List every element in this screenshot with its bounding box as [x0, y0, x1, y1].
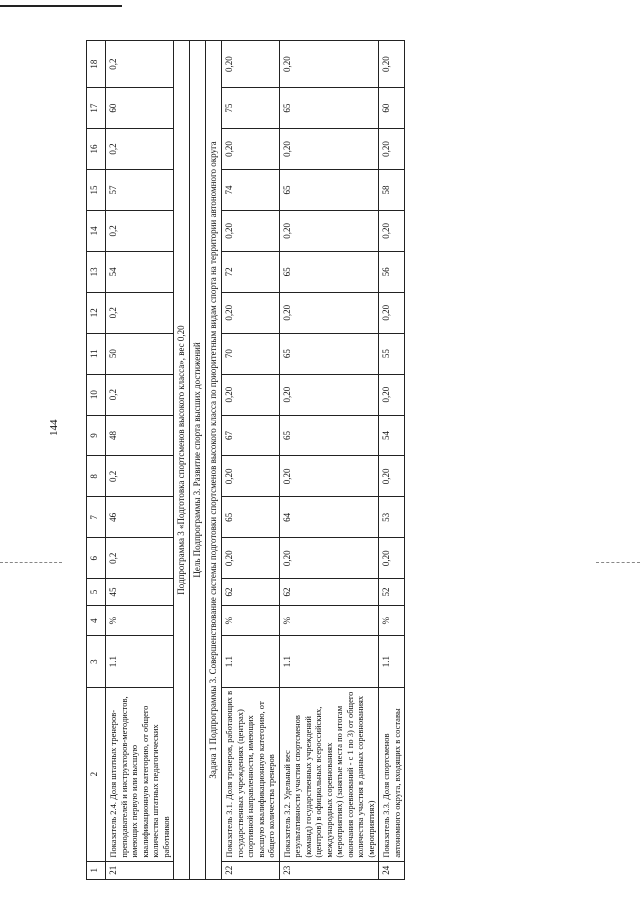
- value-cell: 65: [279, 170, 379, 211]
- value-cell: 54: [379, 415, 405, 456]
- column-header: 14: [87, 210, 106, 251]
- value-cell: 0,20: [279, 292, 379, 333]
- column-header: 2: [87, 687, 106, 861]
- column-header: 12: [87, 292, 106, 333]
- section-row: [206, 41, 222, 880]
- value-cell: 65: [279, 251, 379, 292]
- column-header: 5: [87, 579, 106, 606]
- section-row: [174, 41, 190, 880]
- value-cell: 0,20: [222, 292, 280, 333]
- row-number-cell: 24: [379, 861, 405, 879]
- weight-cell: 1.1: [222, 636, 280, 687]
- row-number-cell: 21: [106, 861, 174, 879]
- value-cell: 74: [222, 170, 280, 211]
- column-header: 15: [87, 170, 106, 211]
- unit-cell: %: [379, 605, 405, 636]
- column-header: 8: [87, 456, 106, 497]
- column-header: 1: [87, 861, 106, 879]
- top-rule: [0, 5, 122, 7]
- weight-cell: 1.1: [279, 636, 379, 687]
- value-cell: 0,20: [379, 210, 405, 251]
- value-cell: 0,20: [279, 41, 379, 88]
- value-cell: 0,2: [106, 456, 174, 497]
- column-header: 13: [87, 251, 106, 292]
- goal-header: Цель Подпрограммы 3. Развитие спорта высших достижений: [190, 41, 206, 880]
- value-cell: 0,20: [279, 538, 379, 579]
- weight-cell: 1.1: [106, 636, 174, 687]
- table-row: [279, 41, 379, 880]
- value-cell: 0,20: [279, 456, 379, 497]
- value-cell: 57: [106, 170, 174, 211]
- unit-cell: %: [106, 605, 174, 636]
- value-cell: 53: [379, 497, 405, 538]
- value-cell: 52: [379, 579, 405, 606]
- column-header: 9: [87, 415, 106, 456]
- unit-cell: %: [279, 605, 379, 636]
- column-number-row: [87, 41, 106, 880]
- value-cell: 0,2: [106, 129, 174, 170]
- row-number-cell: 23: [279, 861, 379, 879]
- value-cell: 0,2: [106, 374, 174, 415]
- value-cell: 65: [279, 415, 379, 456]
- indicator-label-cell: Показатель 3.2. Удельный вес результативности участия спортсменов (команд) государственных учреждений (центров) в официальных всероссийских, международных соревнованиях (мероприятиях) (занятые места по итогам окончания соревнований - с 1 по 3) от общего количества участия в данных соревнованиях (мероприятиях): [279, 687, 379, 861]
- value-cell: 0,20: [222, 41, 280, 88]
- value-cell: 55: [379, 333, 405, 374]
- row-number-cell: 22: [222, 861, 280, 879]
- value-cell: 0,20: [222, 129, 280, 170]
- value-cell: 62: [279, 579, 379, 606]
- value-cell: 64: [279, 497, 379, 538]
- value-cell: 60: [379, 88, 405, 129]
- column-header: 16: [87, 129, 106, 170]
- column-header: 18: [87, 41, 106, 88]
- value-cell: 0,20: [279, 374, 379, 415]
- section-row: [190, 41, 206, 880]
- table-row: [379, 41, 405, 880]
- value-cell: 56: [379, 251, 405, 292]
- value-cell: 0,20: [379, 292, 405, 333]
- value-cell: 0,2: [106, 41, 174, 88]
- value-cell: 46: [106, 497, 174, 538]
- value-cell: 48: [106, 415, 174, 456]
- value-cell: 65: [279, 88, 379, 129]
- value-cell: 0,20: [222, 374, 280, 415]
- column-header: 10: [87, 374, 106, 415]
- value-cell: 58: [379, 170, 405, 211]
- value-cell: 0,2: [106, 292, 174, 333]
- indicator-label-cell: Показатель 3.3. Доля спортсменов автономного округа, входящих в составы: [379, 687, 405, 861]
- column-header: 3: [87, 636, 106, 687]
- weight-cell: 1.1: [379, 636, 405, 687]
- rotated-table-container: [86, 40, 616, 880]
- value-cell: 72: [222, 251, 280, 292]
- value-cell: 50: [106, 333, 174, 374]
- table-row: [222, 41, 280, 880]
- value-cell: 0,20: [222, 210, 280, 251]
- value-cell: 70: [222, 333, 280, 374]
- indicator-label-cell: Показатель 2.4. Доля штатных тренеров-преподавателей и инструкторов-методистов, имеющих первую или высшую квалификационную категорию, от общего количества штатных педагогических работников: [106, 687, 174, 861]
- value-cell: 75: [222, 88, 280, 129]
- subprogram-header: Подпрограмма 3 «Подготовка спортсменов высокого класса», вес 0,20: [174, 41, 190, 880]
- scan-artifact-line: [0, 562, 62, 564]
- value-cell: 65: [222, 497, 280, 538]
- value-cell: 0,20: [222, 538, 280, 579]
- value-cell: 0,2: [106, 538, 174, 579]
- value-cell: 62: [222, 579, 280, 606]
- value-cell: 65: [279, 333, 379, 374]
- column-header: 11: [87, 333, 106, 374]
- value-cell: 54: [106, 251, 174, 292]
- value-cell: 67: [222, 415, 280, 456]
- value-cell: 45: [106, 579, 174, 606]
- column-header: 7: [87, 497, 106, 538]
- column-header: 17: [87, 88, 106, 129]
- value-cell: 0,20: [379, 129, 405, 170]
- indicator-label-cell: Показатель 3.1. Доля тренеров, работающих в государственных учреждениях (центрах) спортивной направленности, имеющих высшую квалификационную категорию, от общего количества тренеров: [222, 687, 280, 861]
- value-cell: 0,20: [222, 456, 280, 497]
- indicators-table: [86, 40, 405, 880]
- task-header: Задача 1 Подпрограммы 3. Совершенствование системы подготовки спортсменов высокого класса по приоритетным видам спорта на территории автономного округа: [206, 41, 222, 880]
- value-cell: 0,20: [379, 374, 405, 415]
- table-row: [106, 41, 174, 880]
- column-header: 6: [87, 538, 106, 579]
- value-cell: 0,20: [379, 538, 405, 579]
- value-cell: 0,20: [279, 129, 379, 170]
- value-cell: 60: [106, 88, 174, 129]
- value-cell: 0,20: [379, 456, 405, 497]
- column-header: 4: [87, 605, 106, 636]
- page-number: 144: [48, 419, 60, 436]
- value-cell: 0,2: [106, 210, 174, 251]
- value-cell: 0,20: [379, 41, 405, 88]
- value-cell: 0,20: [279, 210, 379, 251]
- unit-cell: %: [222, 605, 280, 636]
